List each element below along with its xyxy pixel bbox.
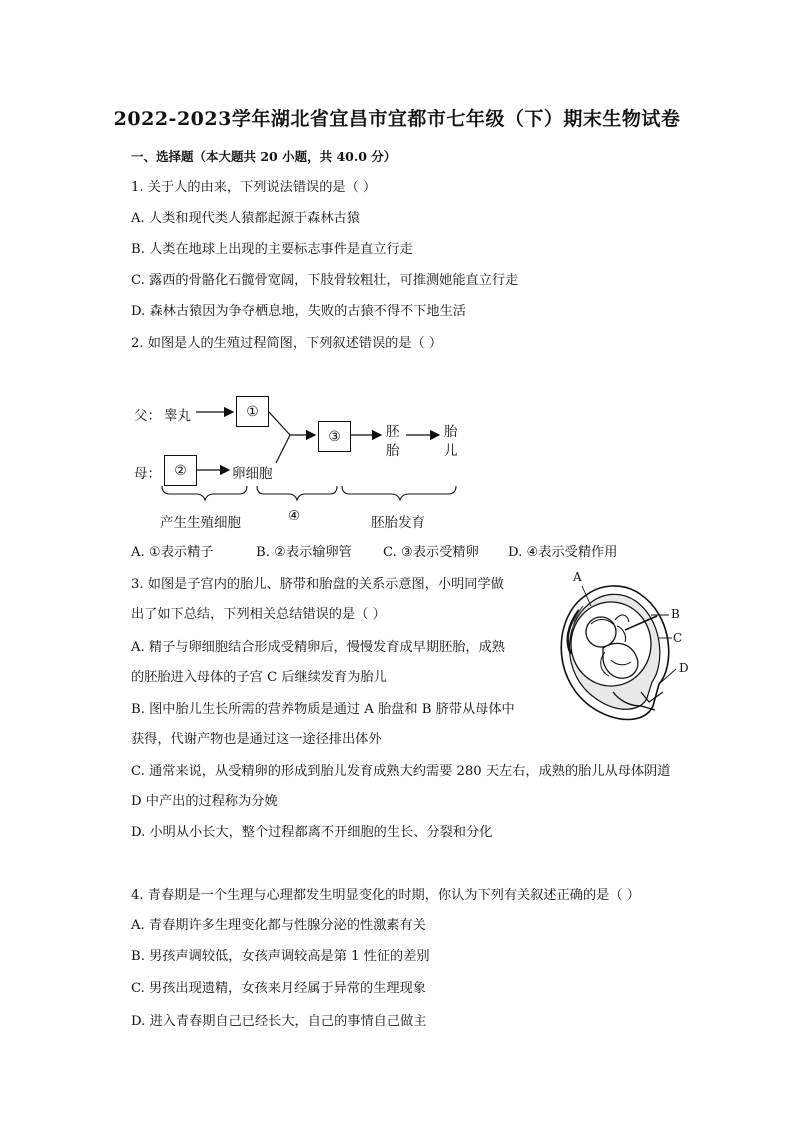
q1-option-d: D. 森林古猿因为争夺栖息地，失败的古猿不得不下地生活 — [131, 304, 466, 319]
q3-option-b-line2: 获得，代谢产物也是通过这一途径排出体外 — [131, 732, 382, 747]
q4-option-c: C. 男孩出现遗精，女孩来月经属于异常的生理现象 — [131, 981, 426, 996]
diagram-mother-label: 母： — [134, 466, 161, 482]
q3-option-c-line1: C. 通常来说，从受精卵的形成到胎儿发育成熟大约需要 280 天左右，成熟的胎儿从母体阴道 — [131, 764, 671, 779]
brace-label-embryo-development: 胚胎发育 — [371, 515, 425, 531]
q4-option-b: B. 男孩声调较低，女孩声调较高是第 1 性征的差别 — [131, 949, 430, 964]
q3-stem-line2: 出了如下总结，下列相关总结错误的是（ ） — [131, 607, 386, 622]
q2-option-c: C. ③表示受精卵 — [383, 545, 479, 560]
q2-option-a: A. ①表示精子 — [131, 545, 214, 560]
diagram-box-1: ① — [236, 396, 269, 427]
page-title: 2022-2023学年湖北省宜昌市宜都市七年级（下）期末生物试卷 — [113, 108, 681, 130]
diagram-testis-label: 睾丸 — [164, 408, 191, 424]
figure-label-a: A — [573, 570, 582, 584]
q2-stem: 2. 如图是人的生殖过程简图，下列叙述错误的是（ ） — [131, 336, 443, 351]
diagram-box-2: ② — [164, 455, 197, 486]
q3-option-b-line1: B. 图中胎儿生长所需的营养物质是通过 A 胎盘和 B 脐带从母体中 — [131, 702, 515, 717]
diagram-embryo-label-1: 胚 — [386, 424, 400, 440]
q3-stem-line1: 3. 如图是子宫内的胎儿、脐带和胎盘的关系示意图，小明同学做 — [131, 577, 504, 592]
brace-label-4: ④ — [288, 508, 301, 524]
q1-stem: 1. 关于人的由来，下列说法错误的是（ ） — [131, 180, 377, 195]
q4-option-a: A. 青春期许多生理变化都与性腺分泌的性激素有关 — [131, 918, 426, 933]
q3-option-a-line2: 的胚胎进入母体的子宫 C 后继续发育为胎儿 — [131, 670, 387, 685]
q3-option-d: D. 小明从小长大，整个过程都离不开细胞的生长、分裂和分化 — [131, 825, 493, 840]
diagram-father-label: 父： — [134, 408, 161, 424]
q1-option-a: A. 人类和现代类人猿都起源于森林古猿 — [131, 211, 360, 226]
diagram-egg-label: 卵细胞 — [232, 466, 273, 482]
q1-option-b: B. 人类在地球上出现的主要标志事件是直立行走 — [131, 242, 413, 257]
uterus-figure — [545, 566, 705, 726]
diagram-box-3: ③ — [318, 421, 351, 452]
diagram-embryo-label-2: 胎 — [386, 443, 400, 459]
q1-option-c: C. 露西的骨骼化石髋骨宽阔，下肢骨较粗壮，可推测她能直立行走 — [131, 273, 519, 288]
q4-option-d: D. 进入青春期自己已经长大，自己的事情自己做主 — [131, 1014, 427, 1029]
diagram-arrows — [0, 0, 794, 560]
figure-label-b: B — [671, 607, 680, 621]
q2-option-b: B. ②表示输卵管 — [256, 545, 352, 560]
diagram-fetus-label-2: 儿 — [444, 443, 458, 459]
brace-label-germ-cells: 产生生殖细胞 — [160, 515, 241, 531]
figure-label-d: D — [679, 661, 689, 675]
diagram-fetus-label-1: 胎 — [444, 424, 458, 440]
q3-option-c-line2: D 中产出的过程称为分娩 — [131, 794, 278, 809]
q2-option-d: D. ④表示受精作用 — [508, 545, 618, 560]
q3-option-a-line1: A. 精子与卵细胞结合形成受精卵后，慢慢发育成早期胚胎，成熟 — [131, 640, 505, 655]
figure-label-c: C — [673, 631, 683, 645]
q4-stem: 4. 青春期是一个生理与心理都发生明显变化的时期，你认为下列有关叙述正确的是（ ） — [131, 888, 640, 903]
section-heading: 一、选择题（本大题共 20 小题，共 40.0 分） — [131, 149, 397, 164]
